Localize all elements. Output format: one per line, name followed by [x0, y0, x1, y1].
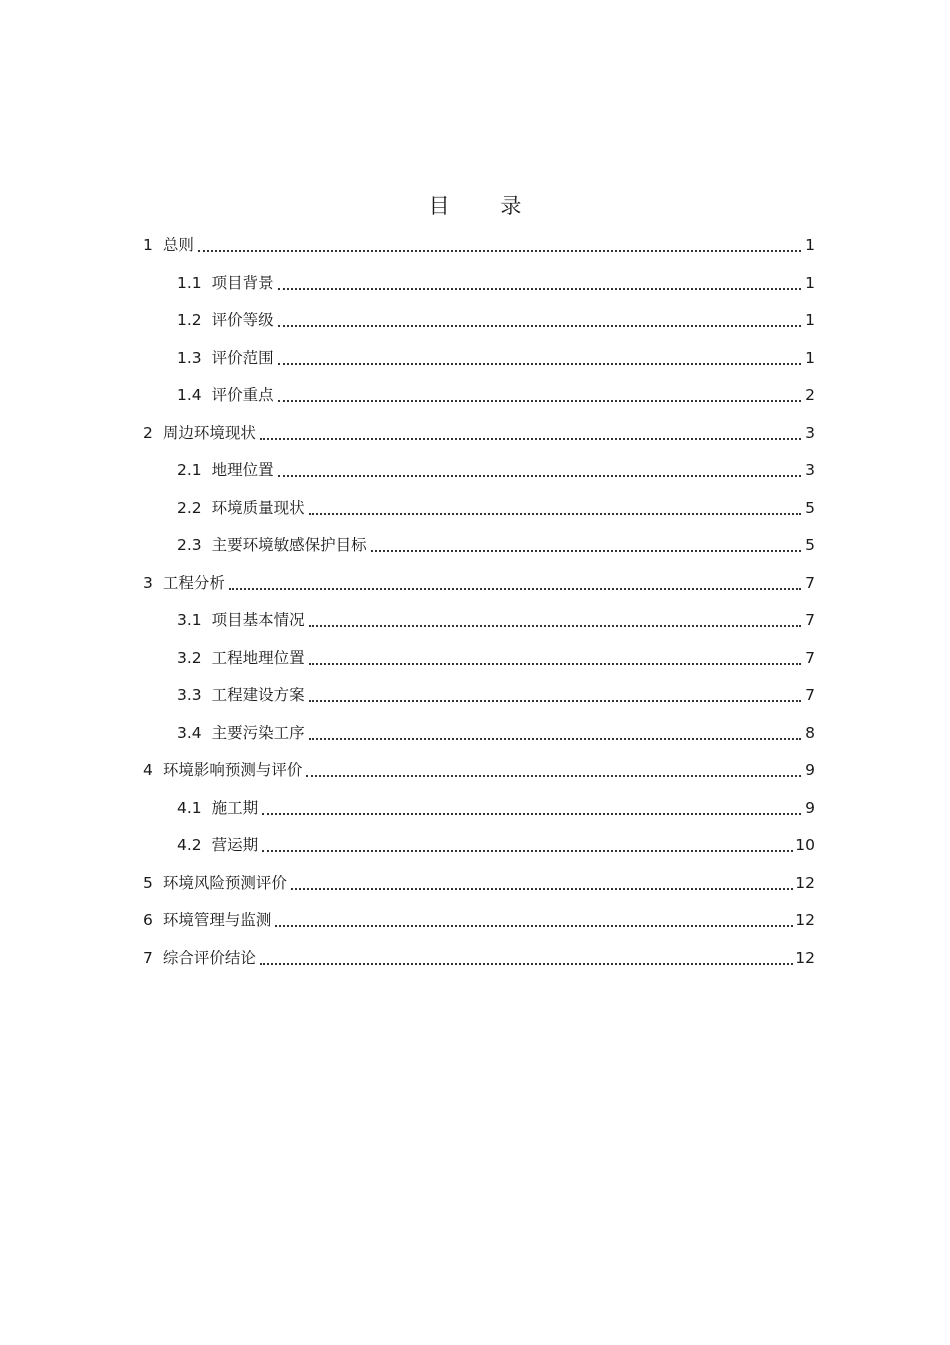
toc-entry-page-number: 8 — [805, 723, 815, 742]
toc-dot-leader — [278, 325, 801, 327]
toc-entry[interactable] — [177, 381, 815, 405]
toc-entry-number: 1.4 — [177, 386, 202, 404]
toc-entry[interactable] — [177, 606, 815, 630]
toc-entry[interactable] — [177, 719, 815, 743]
toc-entry-title: 工程地理位置 — [211, 648, 305, 667]
toc-dot-leader — [309, 513, 801, 515]
toc-entry[interactable] — [143, 756, 815, 780]
toc-dot-leader — [371, 550, 801, 552]
toc-dot-leader — [260, 963, 793, 965]
toc-entry-page-number: 1 — [805, 311, 815, 329]
toc-entry-title: 周边环境现状 — [162, 423, 256, 442]
toc-entry-title: 项目背景 — [211, 273, 274, 292]
toc-entry[interactable] — [143, 419, 815, 443]
toc-entry-title: 评价重点 — [211, 386, 274, 404]
toc-entry-number: 6 — [143, 911, 153, 929]
toc-entry[interactable] — [177, 644, 815, 668]
toc-entry[interactable] — [177, 344, 815, 368]
toc-entry-page-number: 3 — [805, 461, 815, 479]
toc-entry-number: 3.4 — [177, 723, 202, 742]
toc-entry-number: 2.3 — [177, 536, 202, 554]
toc-entry[interactable] — [177, 269, 815, 293]
toc-entry-number: 4 — [143, 761, 153, 779]
toc-entry-number: 1.3 — [177, 348, 202, 367]
toc-entry-number: 3.2 — [177, 648, 202, 667]
toc-entry-title: 项目基本情况 — [211, 611, 305, 629]
toc-entry[interactable] — [143, 231, 815, 255]
toc-dot-leader — [309, 700, 801, 702]
toc-entry-page-number: 5 — [805, 498, 815, 517]
toc-entry-title: 评价等级 — [211, 311, 274, 329]
toc-entry-title: 环境影响预测与评价 — [162, 761, 303, 779]
toc-entry[interactable] — [177, 531, 815, 555]
toc-entry[interactable] — [143, 869, 815, 893]
toc-dot-leader — [278, 288, 801, 290]
toc-entry-number: 2 — [143, 423, 153, 442]
toc-entry-page-number: 9 — [805, 761, 815, 779]
toc-entry-page-number: 9 — [805, 798, 815, 817]
toc-dot-leader — [262, 850, 793, 852]
toc-entry-number: 5 — [143, 873, 153, 892]
toc-entry-title: 地理位置 — [211, 461, 274, 479]
toc-dot-leader — [309, 625, 801, 627]
toc-entry-title: 施工期 — [211, 798, 259, 817]
toc-entry[interactable] — [143, 906, 815, 930]
toc-entry-page-number: 1 — [805, 236, 815, 254]
toc-entry-number: 4.2 — [177, 836, 202, 854]
toc-entry-page-number: 5 — [805, 536, 815, 554]
toc-entry-page-number: 2 — [805, 386, 815, 404]
toc-dot-leader — [262, 813, 801, 815]
toc-dot-leader — [278, 475, 801, 477]
toc-dot-leader — [291, 888, 793, 890]
toc-dot-leader — [260, 438, 801, 440]
toc-entry-title: 主要环境敏感保护目标 — [211, 536, 367, 554]
toc-entry-page-number: 12 — [795, 911, 815, 929]
toc-title: 目 录 — [428, 194, 544, 218]
toc-entry-page-number: 7 — [805, 573, 815, 592]
toc-entry-number: 3.1 — [177, 611, 202, 629]
toc-entry[interactable] — [177, 494, 815, 518]
toc-entry[interactable] — [177, 306, 815, 330]
toc-dot-leader — [278, 363, 801, 365]
toc-entry-title: 环境风险预测评价 — [162, 873, 287, 892]
toc-entry-page-number: 1 — [805, 348, 815, 367]
toc-entry[interactable] — [177, 794, 815, 818]
toc-entry-title: 营运期 — [211, 836, 259, 854]
toc-entry-number: 1.2 — [177, 311, 202, 329]
toc-dot-leader — [309, 663, 801, 665]
toc-entry[interactable] — [143, 944, 815, 968]
toc-entry-page-number: 10 — [795, 836, 815, 854]
toc-entry-number: 2.1 — [177, 461, 202, 479]
toc-entry-number: 1 — [143, 236, 153, 254]
toc-dot-leader — [306, 775, 801, 777]
toc-entry-page-number: 12 — [795, 948, 815, 967]
toc-entry[interactable] — [143, 569, 815, 593]
toc-entry-page-number: 1 — [805, 273, 815, 292]
toc-entry-number: 7 — [143, 948, 153, 967]
toc-entry-number: 2.2 — [177, 498, 202, 517]
toc-entry-page-number: 12 — [795, 873, 815, 892]
toc-dot-leader — [198, 250, 801, 252]
toc-entry-title: 评价范围 — [211, 348, 274, 367]
toc-dot-leader — [278, 400, 801, 402]
toc-entry-title: 工程分析 — [162, 573, 225, 592]
toc-entry-number: 3.3 — [177, 686, 202, 704]
toc-entry-page-number: 7 — [805, 686, 815, 704]
toc-entry-page-number: 7 — [805, 648, 815, 667]
toc-dot-leader — [309, 738, 801, 740]
toc-entry-title: 综合评价结论 — [162, 948, 256, 967]
toc-dot-leader — [229, 588, 801, 590]
toc-entry-page-number: 3 — [805, 423, 815, 442]
toc-entry-number: 1.1 — [177, 273, 202, 292]
toc-entry-title: 工程建设方案 — [211, 686, 305, 704]
toc-entry-title: 主要污染工序 — [211, 723, 305, 742]
toc-entry[interactable] — [177, 681, 815, 705]
toc-entry-number: 4.1 — [177, 798, 202, 817]
toc-entry-title: 环境质量现状 — [211, 498, 305, 517]
toc-entry-title: 环境管理与监测 — [162, 911, 272, 929]
toc-entry-number: 3 — [143, 573, 153, 592]
toc-entry[interactable] — [177, 456, 815, 480]
toc-entry-title: 总则 — [162, 236, 194, 254]
toc-entry-page-number: 7 — [805, 611, 815, 629]
toc-dot-leader — [275, 925, 793, 927]
toc-entry[interactable] — [177, 831, 815, 855]
